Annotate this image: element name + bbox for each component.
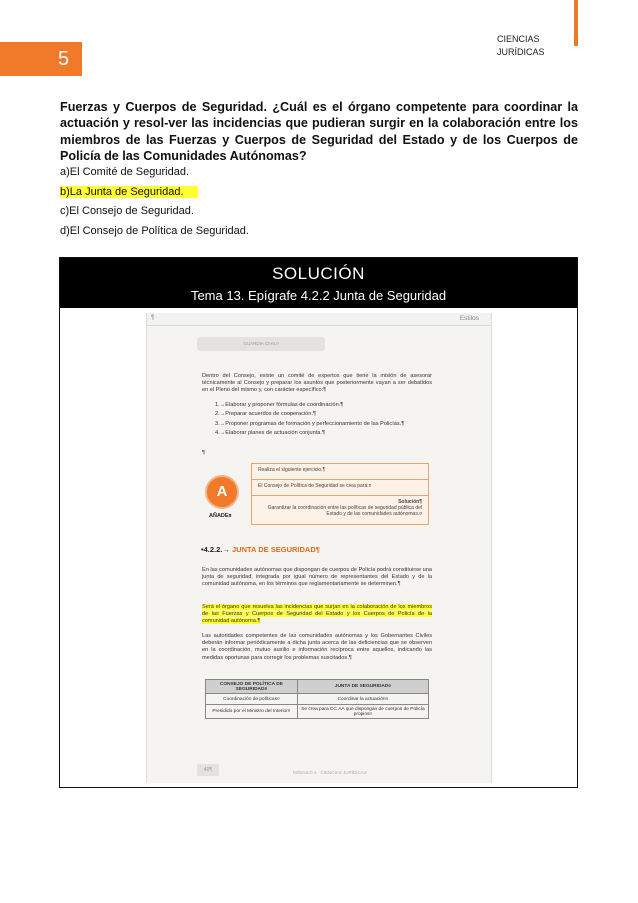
table-header-cell: CONSEJO DE POLÍTICA DE SEGURIDAD¤ bbox=[206, 680, 298, 694]
table-header-cell: JUNTA DE SEGURIDAD¤ bbox=[297, 680, 428, 694]
textbook-scan bbox=[146, 313, 492, 783]
option-a bbox=[60, 163, 360, 183]
scan-list-item: 2.→Preparar acuerdos de cooperación.¶ bbox=[215, 411, 316, 418]
option-b-text: b)La Junta de Seguridad. bbox=[60, 186, 198, 198]
exercise-solution bbox=[252, 496, 428, 520]
table-row bbox=[206, 694, 429, 705]
scan-toolbar-styles: Estilos bbox=[459, 315, 479, 322]
table-cell: Coordinar la actuación¤ bbox=[297, 694, 428, 705]
table-cell: Se crea para CC.AA que dispongan de cuerpos de Policía propios¤ bbox=[297, 705, 428, 719]
scan-paragraph-2 bbox=[202, 604, 432, 626]
page-number-tab bbox=[0, 42, 82, 76]
option-a-text: a)El Comité de Seguridad. bbox=[60, 166, 190, 178]
table-cell: Presidido por el Ministro del Interior¤ bbox=[206, 705, 298, 719]
comparison-table bbox=[205, 679, 429, 719]
add-badge-label: AÑADE¤ bbox=[209, 513, 232, 519]
scan-list-item: 4.→Elaborar planes de actuación conjunta.¶ bbox=[215, 430, 325, 437]
option-c-text: c)El Consejo de Seguridad. bbox=[60, 205, 194, 217]
page-number: 5 bbox=[58, 47, 70, 70]
scan-toolbar bbox=[147, 313, 491, 326]
scan-footer: MÓDULO 1 · CIENCIAS JURÍDICAS bbox=[293, 770, 367, 775]
option-c bbox=[60, 202, 360, 222]
scan-paragraph-1: En las comunidades autónomas que dispongan de cuerpos de Policía podrá constituirse una junta de seguridad, integrada por igual número de representantes del Estado y de la comunidad autónoma, en los términos que reglamentariamente se determinen.¶ bbox=[202, 567, 432, 588]
scan-page-number: 40¶ bbox=[197, 764, 219, 776]
section-header bbox=[497, 33, 545, 59]
section-title: JUNTA DE SEGURIDAD¶ bbox=[231, 545, 320, 554]
section-number: •4.2.2.→ bbox=[201, 545, 230, 554]
scan-paragraph-3: Las autoridades competentes de las comunidades autónomas y los Gobernantes Civiles deberán informar periódicamente a dicha junta acerca de las deficiencias que se observen en la coordinación, mutuo auxilio e información recíproca entre aquellos, indicando las medidas oportunas para corregir los problemas suscitados.¶ bbox=[202, 633, 432, 661]
section-heading bbox=[201, 545, 320, 554]
table-cell: Coordinación de políticas¤ bbox=[206, 694, 298, 705]
solution-header bbox=[60, 258, 577, 308]
exercise-instruction: Realiza el siguiente ejercicio.¶ bbox=[252, 464, 428, 480]
scan-pilcrow: ¶ bbox=[202, 450, 206, 456]
scan-intro: Dentro del Consejo, existe un comité de expertos que tiene la misión de asesorar técnicamente al Consejo y preparar los asuntos que posteriormente vayan a ser debatidos en el Pleno del mismo y, con carácter específico:¶ bbox=[202, 373, 432, 394]
scan-list-item: 3.→Proponer programas de formación y perfeccionamiento de las Policías.¶ bbox=[215, 420, 405, 427]
option-d-text: d)El Consejo de Política de Seguridad. bbox=[60, 224, 249, 237]
add-badge-icon: A bbox=[205, 475, 239, 509]
solution-box bbox=[59, 257, 578, 788]
scan-chapter-pill: GUARDIA CIVIL¤ bbox=[197, 337, 325, 351]
exercise-question: El Consejo de Política de Seguridad se crea para:¤ bbox=[252, 480, 428, 496]
solution-subtitle: Tema 13. Epígrafe 4.2.2 Junta de Seguridad bbox=[190, 288, 447, 303]
exercise-solution-text: Garantizar la coordinación entre las políticas de seguridad pública del Estado y de las comunidades autónomas.¤ bbox=[267, 505, 422, 517]
exercise-box bbox=[251, 463, 429, 525]
table-header-row bbox=[206, 680, 429, 694]
scan-list bbox=[215, 401, 404, 439]
header-line-1: CIENCIAS bbox=[497, 34, 540, 44]
solution-title: SOLUCIÓN bbox=[272, 264, 365, 283]
highlighted-answer-text: Será el órgano que resuelva las incidencias que surjan en la colaboración de los miembros de las Fuerzas y Cuerpos de Seguridad del Estado y los Cuerpos de Policía de la comunidad autónoma.¶ bbox=[202, 604, 432, 625]
scan-toolbar-left: ¶ bbox=[151, 315, 155, 321]
header-accent-bar bbox=[574, 0, 578, 46]
scan-list-item: 1.→Elaborar y proponer fórmulas de coordinación.¶ bbox=[215, 402, 344, 408]
answer-options bbox=[60, 163, 360, 241]
option-b bbox=[60, 183, 360, 203]
option-d bbox=[60, 222, 360, 242]
header-line-2: JURÍDICAS bbox=[497, 47, 545, 57]
table-row bbox=[206, 705, 429, 719]
exercise-solution-label: Solución¶ bbox=[398, 499, 422, 505]
question-text: Fuerzas y Cuerpos de Seguridad. ¿Cuál es el órgano competente para coordinar la actuación y resol-ver las incidencias que pudieran surgir en la colaboración entre los miembros de las Fuerzas y Cuerpos de Seguridad del Estado y de los Cuerpos de Policía de las Comunidades Autónomas? bbox=[60, 100, 578, 164]
